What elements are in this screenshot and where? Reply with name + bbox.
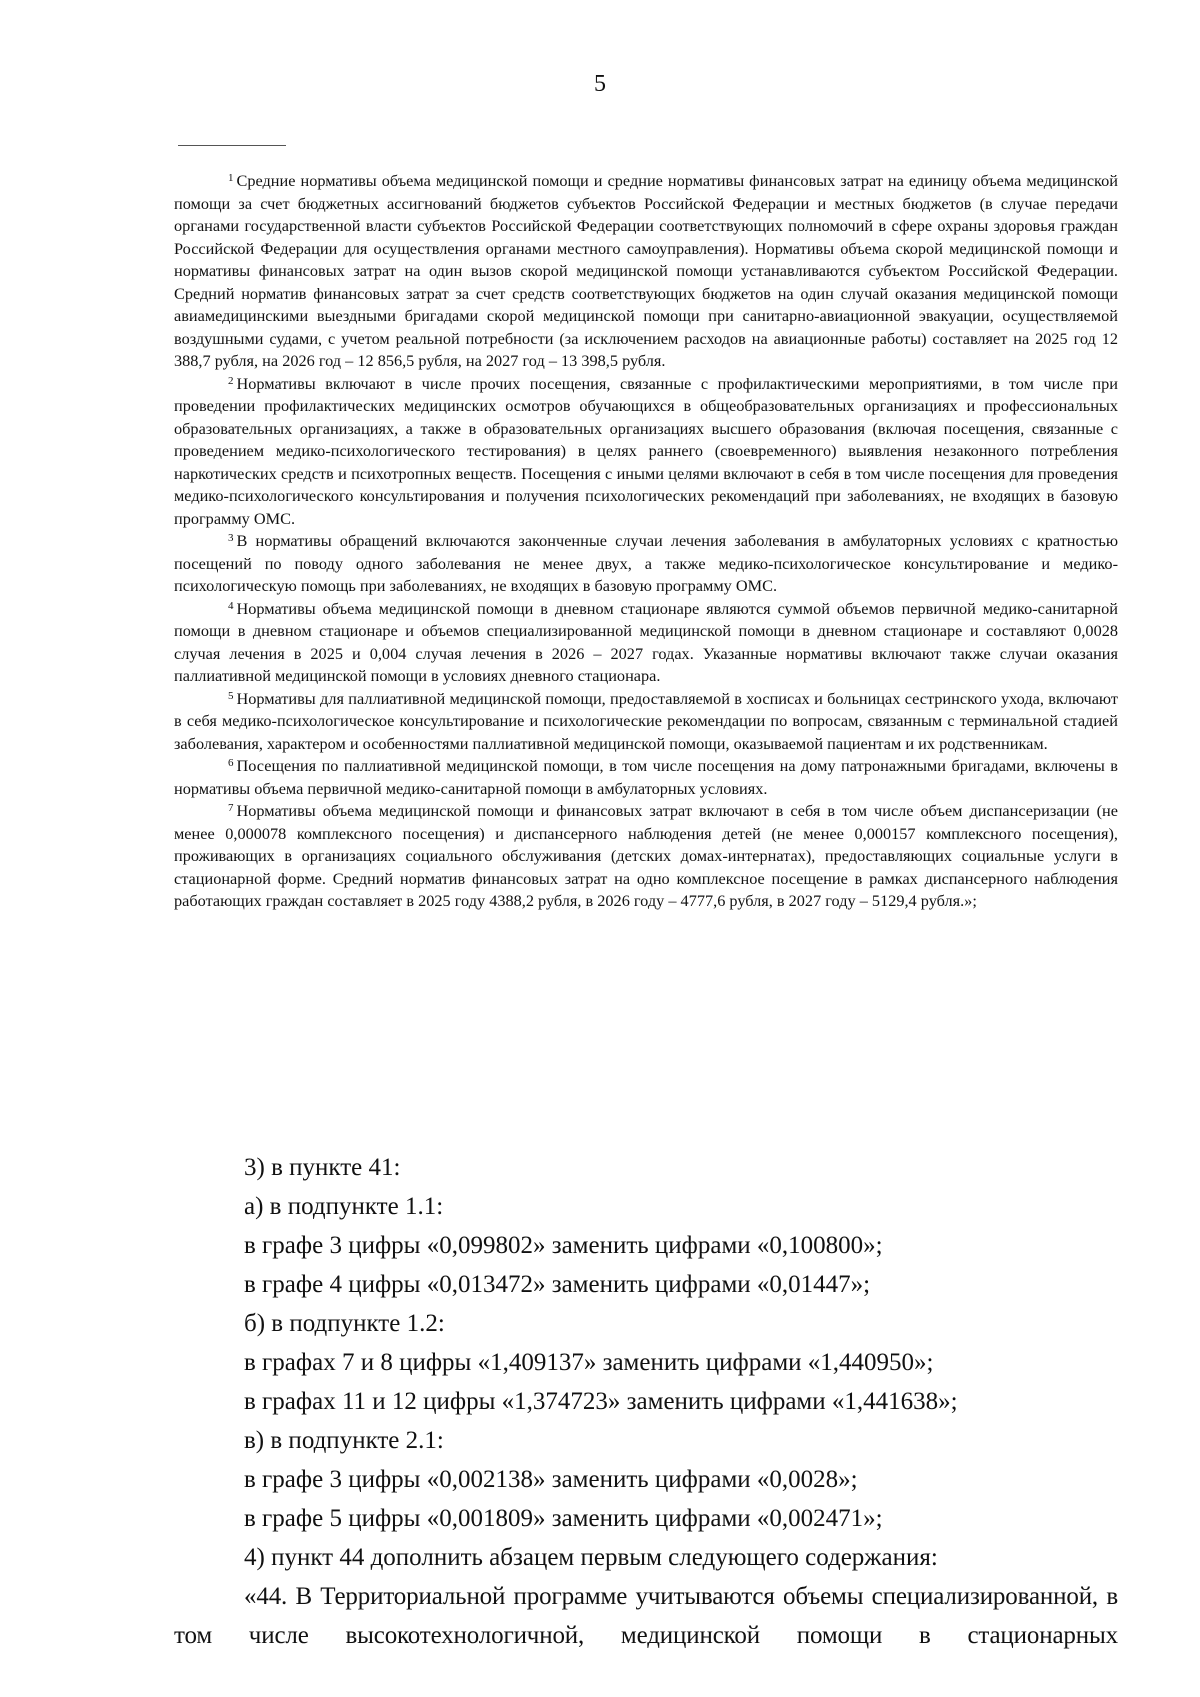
footnote-1 <box>174 170 1118 373</box>
amendment-line: 4) пункт 44 дополнить абзацем первым следующего содержания: <box>244 1544 938 1571</box>
amendment-line: в графе 4 цифры «0,013472» заменить цифрами «0,01447»; <box>244 1271 871 1298</box>
footnote-text: Нормативы объема медицинской помощи и финансовых затрат включают в себя в том числе объем диспансеризации (не менее 0,000078 комплексного посещения) и диспансерного наблюдения детей (не менее 0,000157 комплексного посещения), проживающих в организациях социального обслуживания (детских домах-интернатах), предоставляющих социальные услуги в стационарной форме. Средний норматив финансовых затрат на одно комплексное посещение в рамках диспансерного наблюдения работающих граждан составляет в 2025 году 4388,2 рубля, в 2026 году – 4777,6 рубля, в 2027 году – 5129,4 рубля.»; <box>174 801 1118 910</box>
footnote-mark: 6 <box>228 757 234 769</box>
amendment-line: в графе 5 цифры «0,001809» заменить цифрами «0,002471»; <box>244 1505 883 1532</box>
footnote-5 <box>174 688 1118 756</box>
footnote-mark: 4 <box>228 599 234 612</box>
footnote-4 <box>174 598 1118 688</box>
footnote-mark: 1 <box>228 172 234 184</box>
amendment-line: б) в подпункте 1.2: <box>244 1310 445 1337</box>
amendment-line: в) в подпункте 2.1: <box>244 1427 444 1454</box>
amendment-text <box>174 1148 1118 1655</box>
footnote-text: Средние нормативы объема медицинской помощи и средние нормативы финансовых затрат на единицу объема медицинской помощи за счет бюджетных ассигнований бюджетов субъектов Российской Федерации и местных бюджетов (в случае передачи органами государственной власти субъектов Российской Федерации соответствующих полномочий в сфере охраны здоровья граждан Российской Федерации для осуществления органами местного самоуправления). Нормативы объема скорой медицинской помощи и нормативы финансовых затрат на один вызов скорой медицинской помощи устанавливаются субъектом Российской Федерации. Средний норматив финансовых затрат за счет средств соответствующих бюджетов на один случай оказания медицинской помощи авиамедицинскими выездными бригадами скорой медицинской помощи при санитарно-авиационной эвакуации, осуществляемой воздушными судами, с учетом реальной потребности (за исключением расходов на авиационные работы) составляет на 2025 год 12 388,7 рубля, на 2026 год – 12 856,5 рубля, на 2027 год – 13 398,5 рубля. <box>174 171 1118 370</box>
footnotes <box>174 170 1118 913</box>
footnote-7 <box>174 800 1118 913</box>
footnote-text: Посещения по паллиативной медицинской помощи, в том числе посещения на дому патронажными бригадами, включены в нормативы объема первичной медико-санитарной помощи в амбулаторных условиях. <box>174 756 1118 798</box>
footnote-mark: 2 <box>228 374 234 387</box>
footnote-3 <box>174 530 1118 598</box>
amendment-line: в графе 3 цифры «0,002138» заменить цифрами «0,0028»; <box>244 1466 858 1493</box>
amendment-line: в графах 7 и 8 цифры «1,409137» заменить цифрами «1,440950»; <box>244 1349 934 1376</box>
amendment-line: в графе 3 цифры «0,099802» заменить цифрами «0,100800»; <box>244 1232 883 1259</box>
footnote-text: Нормативы объема медицинской помощи в дневном стационаре являются суммой объемов первичной медико-санитарной помощи в дневном стационаре и объемов специализированной медицинской помощи в дневном стационаре и составляют 0,0028 случая лечения в 2025 и 0,004 случая лечения в 2026 – 2027 годах. Указанные нормативы включают также случаи оказания паллиативной медицинской помощи в условиях дневного стационара. <box>174 598 1118 685</box>
footnote-mark: 7 <box>228 802 234 814</box>
footnote-text: В нормативы обращений включаются законченные случаи лечения заболевания в амбулаторных условиях с кратностью посещений по поводу одного заболевания не менее двух, а также медико-психологическое консультирование и медико-психологическую помощь при заболеваниях, не входящих в базовую программу ОМС. <box>174 531 1118 595</box>
footnote-mark: 3 <box>228 532 234 544</box>
amendment-line: в графах 11 и 12 цифры «1,374723» заменить цифрами «1,441638»; <box>244 1388 958 1415</box>
footnote-separator <box>178 145 286 146</box>
amendment-line: 3) в пункте 41: <box>244 1154 401 1181</box>
page-number: 5 <box>594 71 606 97</box>
footnote-text: Нормативы для паллиативной медицинской помощи, предоставляемой в хосписах и больницах сестринского ухода, включают в себя медико-психологическое консультирование и психологические рекомендации по вопросам, связанным с терминальной стадией заболевания, характером и особенностями паллиативной медицинской помощи, оказываемой пациентам и их родственникам. <box>174 688 1118 753</box>
footnote-mark: 5 <box>228 689 234 702</box>
footnote-6 <box>174 755 1118 800</box>
footnote-text: Нормативы включают в числе прочих посещения, связанные с профилактическими мероприятиями, в том числе при проведении профилактических медицинских осмотров обучающихся в общеобразовательных организациях и профессиональных образовательных организациях, а также в образовательных организациях высшего образования (включая посещения, связанные с проведением медико-психологического тестирования) в целях раннего (своевременного) выявления незаконного потребления наркотических средств и психотропных веществ. Посещения с иными целями включают в себя в том числе посещения для проведения медико-психологического консультирования и получения психологических рекомендаций при заболеваниях, не входящих в базовую программу ОМС. <box>174 373 1118 528</box>
footnote-2 <box>174 373 1118 531</box>
amendment-line: а) в подпункте 1.1: <box>244 1193 444 1220</box>
closing-paragraph: «44. В Территориальной программе учитываются объемы специализированной, в том числе высокотехнологичной, медицинской помощи в стационарных <box>174 1583 1118 1649</box>
